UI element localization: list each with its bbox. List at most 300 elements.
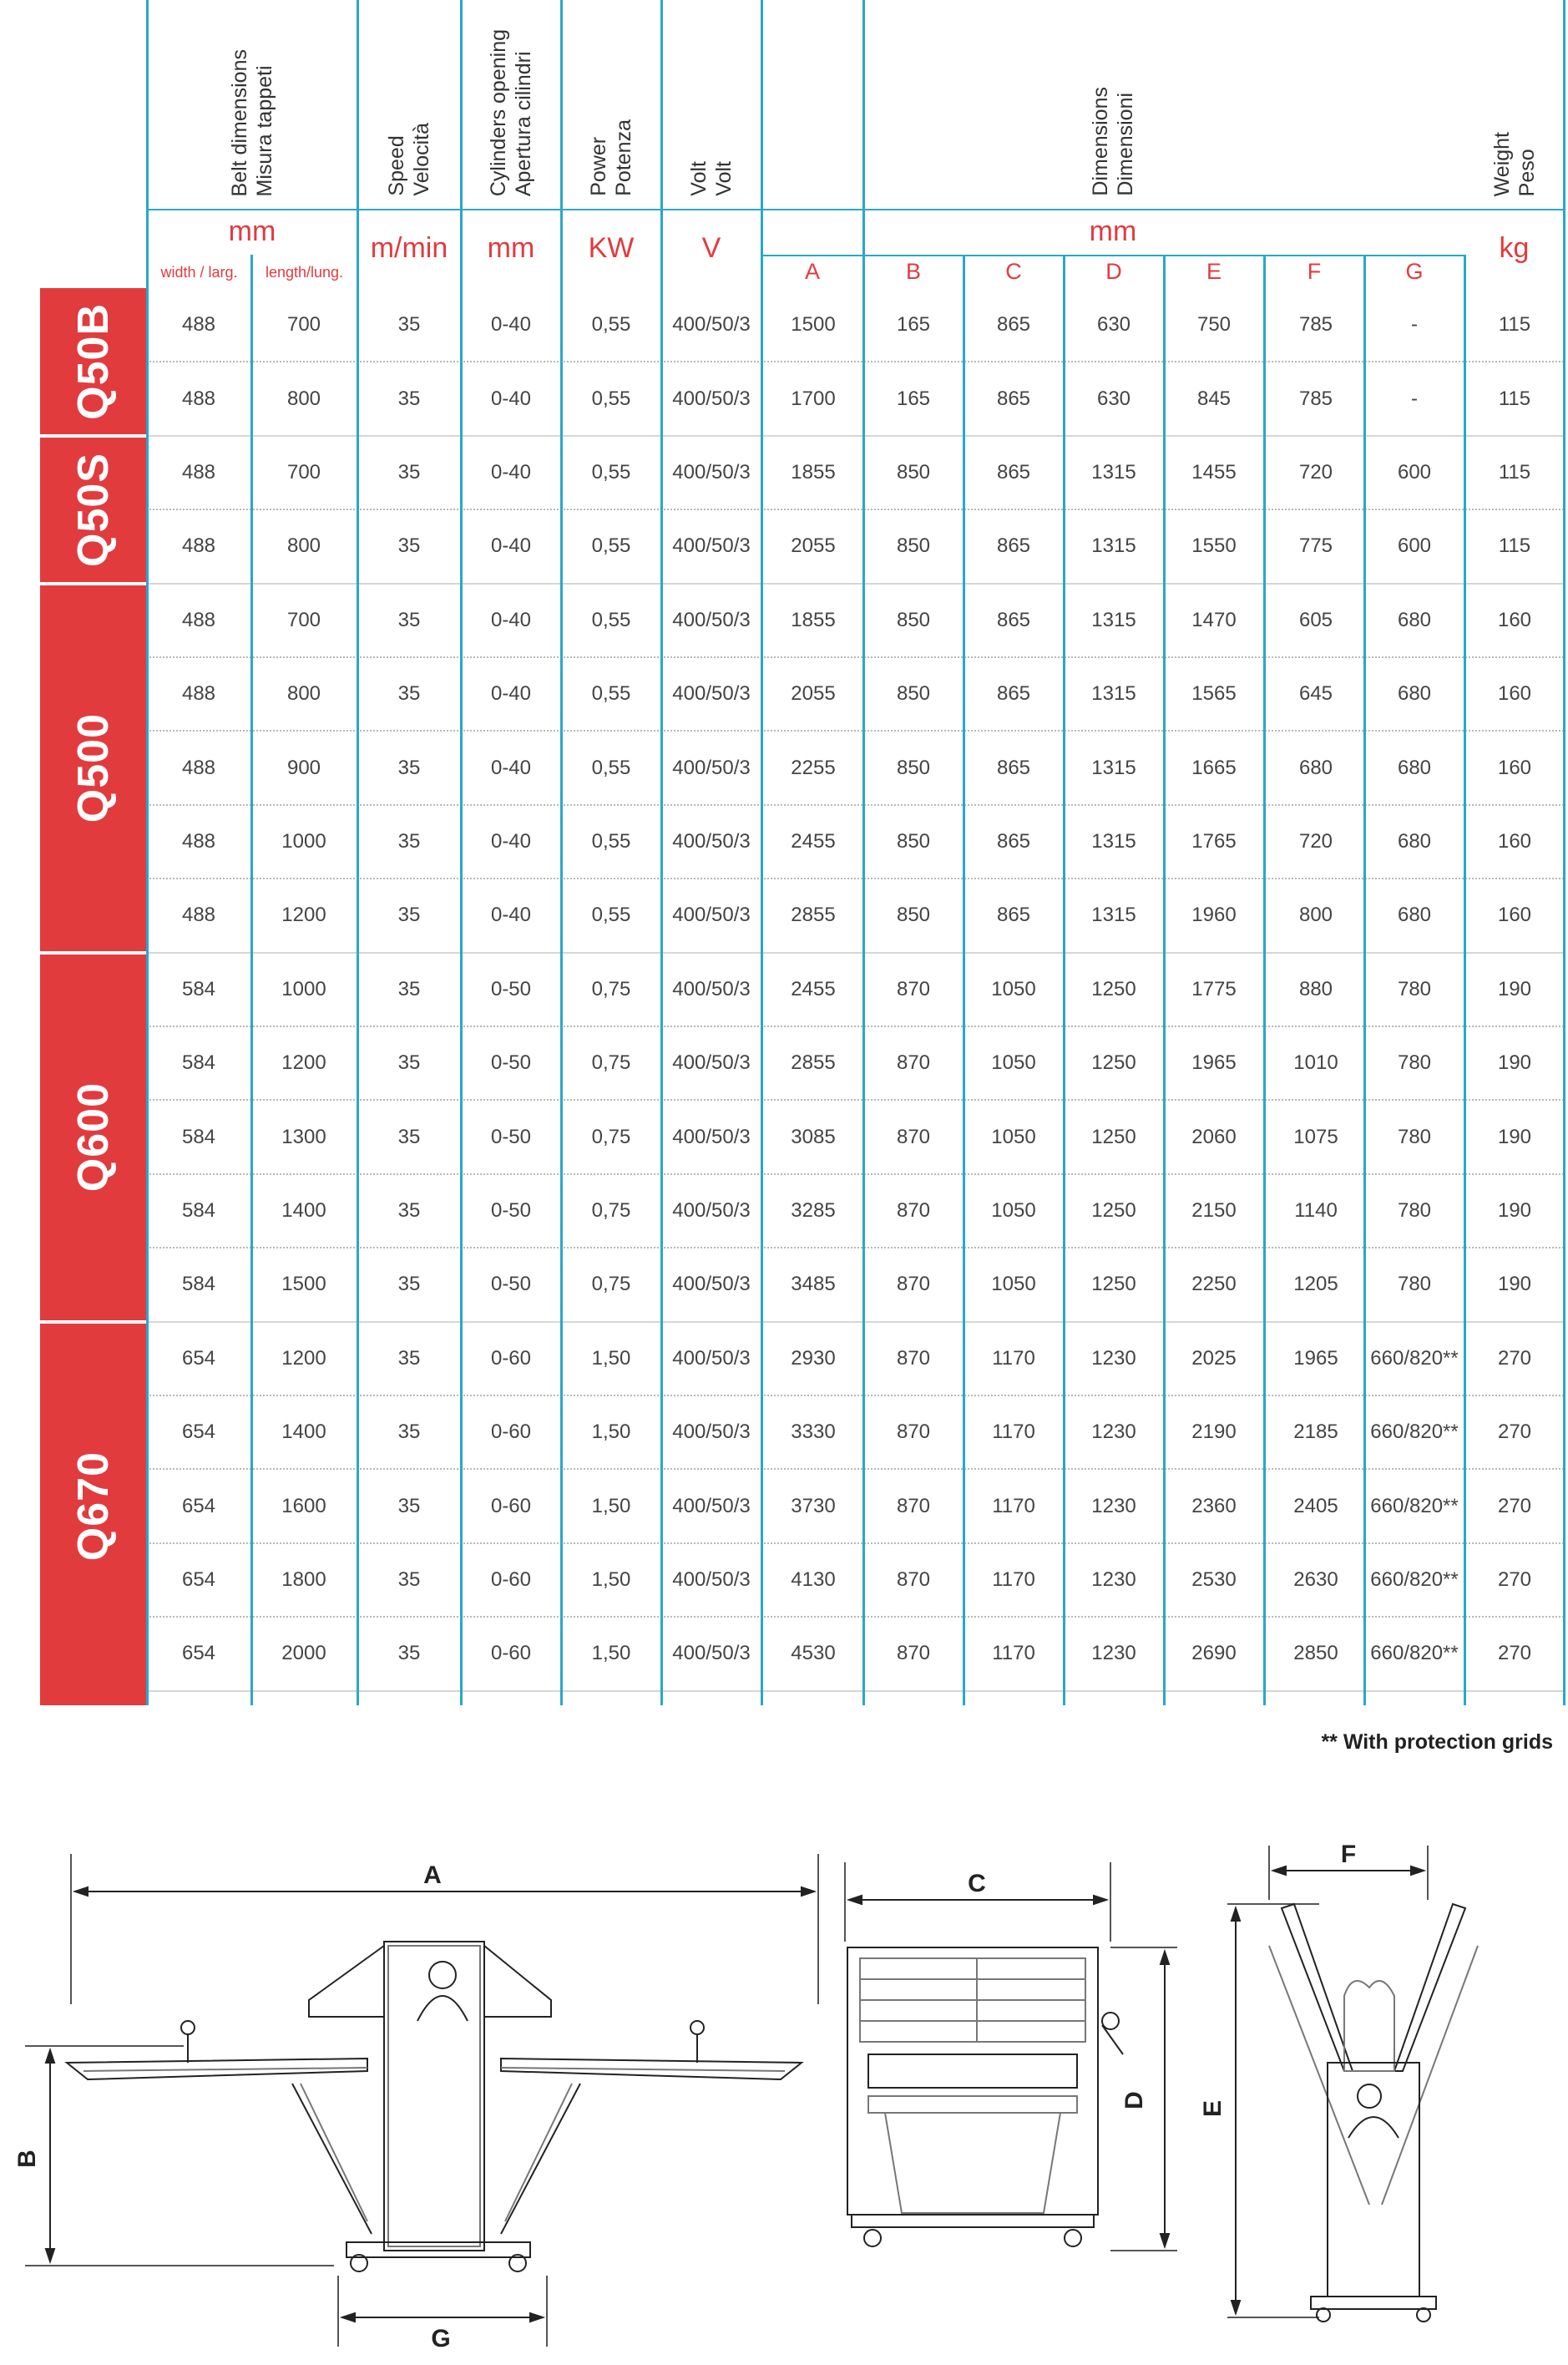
row-divider [147,730,1564,732]
table-cell: 35 [397,1568,421,1591]
table-cell: 720 [1298,461,1333,484]
table-cell: 488 [181,682,216,706]
table-cell: 400/50/3 [672,1051,751,1075]
table-cell: 270 [1497,1494,1532,1517]
table-cell: 660/820** [1370,1494,1459,1517]
table-cell: 2530 [1191,1568,1237,1591]
table-cell: 488 [181,830,216,853]
front-view-drawing [13,1821,843,2355]
table-cell: 584 [181,977,216,1000]
table-cell: 35 [397,756,421,779]
row-divider [147,656,1564,658]
table-cell: 35 [397,461,421,484]
table-cell: 880 [1298,977,1333,1000]
unit-speed: m/min [370,232,448,264]
table-cell: 2855 [791,1051,836,1075]
table-cell: 1050 [991,1199,1036,1222]
table-cell: 1315 [1091,682,1136,706]
table-cell: 2190 [1191,1421,1237,1444]
table-cell: 400/50/3 [672,461,751,484]
row-divider [147,1468,1564,1470]
model-label: Q670 [69,1451,118,1562]
table-cell: 35 [397,1273,421,1296]
table-cell: 1250 [1091,1125,1136,1148]
table-cell: 1170 [992,1642,1035,1665]
table-cell: 270 [1497,1568,1532,1591]
table-cell: 35 [397,1051,421,1075]
group-divider [147,435,1564,437]
table-cell: 584 [181,1273,216,1296]
table-cell: 400/50/3 [672,1568,751,1591]
table-cell: 2455 [791,977,836,1000]
table-cell: 600 [1397,534,1432,558]
table-cell: 1140 [1294,1199,1338,1222]
table-cell: 1500 [791,313,836,337]
table-cell: 160 [1497,608,1532,631]
dimension-letter-e: E [1206,259,1222,284]
table-cell: 4130 [791,1568,836,1591]
table-cell: 488 [181,387,216,410]
table-cell: 780 [1397,1051,1432,1075]
table-cell: 0,55 [591,682,631,706]
dimension-letter-a: A [804,259,820,284]
table-cell: 1200 [281,904,326,927]
table-cell: 35 [397,1494,421,1517]
table-cell: 645 [1298,682,1333,706]
table-cell: 35 [397,1199,421,1222]
group-divider [147,1321,1564,1323]
table-cell: 1250 [1091,1199,1136,1222]
label-f: F [1340,1841,1357,1868]
unit-belt-width: width / larg. [160,264,238,281]
table-cell: 780 [1397,977,1432,1000]
table-cell: 2060 [1191,1125,1237,1148]
table-cell: 1050 [991,1051,1036,1075]
table-cell: 660/820** [1370,1568,1459,1591]
header-power [561,17,661,196]
table-cell: 865 [996,830,1031,853]
table-cell: 0-60 [490,1346,532,1370]
table-cell: 2150 [1191,1199,1237,1222]
table-cell: 1230 [1091,1642,1136,1665]
table-cell: 2025 [1191,1346,1237,1370]
table-cell: 2455 [791,830,836,853]
grid-header-line [147,209,1564,210]
table-cell: 400/50/3 [672,1421,751,1444]
table-cell: 1700 [791,387,836,410]
table-cell: 870 [896,1421,931,1444]
table-cell: 270 [1497,1421,1532,1444]
table-cell: 900 [286,756,321,779]
table-cell: 1775 [1191,977,1237,1000]
footnote: ** With protection grids [1321,1730,1553,1754]
row-divider [147,878,1564,879]
table-cell: 165 [896,387,931,410]
table-cell: 165 [896,313,931,337]
header-dimensions [761,17,1464,196]
table-cell: 1170 [992,1421,1035,1444]
label-g: G [431,2325,451,2352]
table-cell: 1315 [1091,904,1136,927]
dimension-letter-b: B [905,259,921,284]
table-cell: 605 [1298,608,1333,631]
table-cell: 4530 [791,1642,836,1665]
model-label: Q600 [69,1081,118,1193]
grid-header-line [761,255,1464,256]
table-cell: 190 [1497,1273,1532,1296]
table-cell: 680 [1397,904,1432,927]
grid-column-line [1063,255,1065,1705]
table-cell: 0,55 [591,608,631,631]
table-cell: 865 [996,387,1031,410]
table-cell: 2630 [1293,1568,1338,1591]
table-cell: 680 [1397,756,1432,779]
grid-column-line [560,0,563,1705]
table-cell: 865 [996,682,1031,706]
table-cell: 1250 [1091,977,1136,1000]
row-divider [147,361,1564,362]
row-divider [147,1616,1564,1618]
table-cell: 1600 [281,1494,326,1517]
row-divider [147,1395,1564,1396]
table-cell: 1250 [1091,1051,1136,1075]
grid-column-line [660,0,663,1705]
table-cell: 2255 [791,756,836,779]
table-cell: 115 [1498,534,1531,558]
table-cell: 600 [1397,461,1432,484]
table-cell: 1855 [791,461,836,484]
table-cell: 35 [397,1125,421,1148]
label-d: D [1120,2091,1148,2109]
table-cell: 680 [1397,608,1432,631]
table-cell: 400/50/3 [672,534,751,558]
table-cell: 660/820** [1370,1421,1459,1444]
table-cell: 190 [1497,1125,1532,1148]
table-cell: 0-40 [490,904,532,927]
table-cell: 2690 [1191,1642,1237,1665]
table-cell: 870 [896,1568,931,1591]
table-cell: 1965 [1191,1051,1237,1075]
table-cell: 870 [896,1199,931,1222]
table-cell: 0-60 [490,1421,532,1444]
unit-belt-length: length/lung. [265,264,344,281]
table-cell: 870 [896,1051,931,1075]
table-cell: 0-50 [490,1199,532,1222]
table-cell: 160 [1497,756,1532,779]
model-label: Q500 [69,712,118,823]
table-cell: 3730 [791,1494,836,1517]
table-cell: 1075 [1293,1125,1338,1148]
header-weight [1464,17,1564,196]
grid-column-line [250,255,253,1705]
table-cell: 584 [181,1125,216,1148]
table-cell: 800 [1298,904,1333,927]
table-cell: 865 [996,461,1031,484]
table-cell: 0-50 [490,1125,532,1148]
table-cell: 2055 [791,534,836,558]
table-cell: 0-40 [490,313,532,337]
table-cell: 850 [896,682,931,706]
table-cell: 400/50/3 [672,1642,751,1665]
table-cell: 584 [181,1199,216,1222]
table-cell: 654 [181,1494,216,1517]
group-divider [147,1690,1564,1692]
table-cell: 654 [181,1421,216,1444]
table-cell: 1965 [1293,1346,1338,1370]
unit-weight: kg [1499,232,1530,264]
table-cell: 0,55 [591,387,631,410]
table-cell: 865 [996,313,1031,337]
table-cell: 0,55 [591,756,631,779]
table-cell: 35 [397,1346,421,1370]
unit-belt: mm [228,215,276,247]
table-cell: 488 [181,608,216,631]
table-cell: 0,55 [591,534,631,558]
table-cell: 400/50/3 [672,682,751,706]
table-cell: 1315 [1091,830,1136,853]
table-cell: 800 [286,682,321,706]
table-cell: 488 [181,461,216,484]
dimension-letter-c: C [1005,259,1022,284]
table-cell: 1050 [991,977,1036,1000]
table-cell: 1300 [281,1125,326,1148]
grid-column-line [357,0,359,1705]
table-cell: 0-40 [490,387,532,410]
table-cell: 870 [896,1642,931,1665]
table-cell: 35 [397,313,421,337]
table-cell: 865 [996,904,1031,927]
table-cell: 2000 [281,1642,326,1665]
table-cell: 35 [397,977,421,1000]
row-divider [147,509,1564,510]
table-cell: 0,75 [591,1125,631,1148]
table-cell: 0-50 [490,1273,532,1296]
label-e: E [1199,2099,1227,2118]
group-divider [147,952,1564,954]
table-cell: 800 [286,534,321,558]
row-divider [147,1542,1564,1544]
header-dimensions-text: Dimensions Dimensioni [1089,87,1137,196]
table-cell: 115 [1498,387,1531,410]
grid-column-line [1263,255,1266,1705]
table-cell: 400/50/3 [672,313,751,337]
table-cell: 1170 [992,1494,1035,1517]
table-cell: 1800 [281,1568,326,1591]
table-cell: 400/50/3 [672,1346,751,1370]
table-cell: 1400 [281,1199,326,1222]
table-cell: 1960 [1191,904,1237,927]
label-a: A [423,1861,442,1889]
table-cell: 870 [896,977,931,1000]
table-cell: 660/820** [1370,1346,1459,1370]
table-cell: 270 [1497,1642,1532,1665]
dimension-letter-d: D [1105,259,1122,284]
grid-column-line [1363,255,1366,1705]
table-cell: - [1411,387,1418,410]
header-cylinders [461,17,561,196]
table-cell: 1315 [1091,461,1136,484]
table-cell: 35 [397,830,421,853]
table-cell: 1250 [1091,1273,1136,1296]
table-cell: 1315 [1091,608,1136,631]
table-cell: 0-40 [490,534,532,558]
table-cell: 190 [1497,977,1532,1000]
table-cell: 3485 [791,1273,836,1296]
table-cell: 1,50 [591,1568,631,1591]
row-divider [147,1099,1564,1101]
table-cell: 800 [286,387,321,410]
header-belt-text: Belt dimensions Misura tappeti [228,48,276,196]
table-cell: 115 [1498,313,1531,337]
header-volt [661,17,761,196]
table-cell: 0-40 [490,830,532,853]
table-cell: 850 [896,904,931,927]
table-cell: 1000 [281,830,326,853]
table-cell: 680 [1397,830,1432,853]
table-cell: 870 [896,1346,931,1370]
table-cell: 1,50 [591,1642,631,1665]
table-cell: 2185 [1293,1421,1338,1444]
table-cell: 1565 [1191,682,1237,706]
header-speed [357,17,461,196]
table-cell: 190 [1497,1051,1532,1075]
table-cell: 780 [1397,1199,1432,1222]
table-cell: 3285 [791,1199,836,1222]
group-divider [147,583,1564,585]
row-divider [147,1026,1564,1027]
table-cell: 0-60 [490,1568,532,1591]
table-cell: 488 [181,904,216,927]
table-cell: 0-60 [490,1494,532,1517]
table-cell: 1050 [991,1273,1036,1296]
table-cell: 400/50/3 [672,1494,751,1517]
grid-column-line [1163,255,1166,1705]
table-cell: 488 [181,313,216,337]
table-cell: 1170 [992,1346,1035,1370]
table-cell: 785 [1298,313,1333,337]
table-cell: 1315 [1091,756,1136,779]
side-view-drawing [835,1846,1186,2280]
table-cell: 0-40 [490,756,532,779]
table-cell: 0-40 [490,608,532,631]
header-cylinders-text: Cylinders opening Apertura cilindri [487,28,535,196]
unit-dimensions: mm [1089,215,1137,247]
table-cell: 1665 [1191,756,1237,779]
table-cell: 700 [286,461,321,484]
table-cell: 2930 [791,1346,836,1370]
header-volt-text: Volt Volt [687,161,736,196]
table-cell: 0,55 [591,313,631,337]
table-cell: 0,75 [591,1199,631,1222]
table-cell: 400/50/3 [672,387,751,410]
table-cell: 400/50/3 [672,904,751,927]
table-cell: 865 [996,608,1031,631]
header-weight-text: Weight Peso [1490,131,1539,196]
model-label: Q50B [69,303,118,421]
table-cell: 2055 [791,682,836,706]
table-cell: 780 [1397,1125,1432,1148]
table-cell: 1,50 [591,1421,631,1444]
header-speed-text: Speed Velocità [385,123,433,196]
table-cell: 584 [181,1051,216,1075]
table-cell: 1315 [1091,534,1136,558]
folded-view-drawing [1199,1821,1561,2355]
table-cell: 850 [896,534,931,558]
table-cell: 1230 [1091,1421,1136,1444]
table-cell: 35 [397,1421,421,1444]
table-cell: 1,50 [591,1494,631,1517]
table-cell: 488 [181,756,216,779]
table-cell: 750 [1196,313,1232,337]
table-cell: 1855 [791,608,836,631]
table-cell: 660/820** [1370,1642,1459,1665]
table-cell: 160 [1497,904,1532,927]
table-cell: 850 [896,461,931,484]
table-cell: 2360 [1191,1494,1237,1517]
table-cell: 2855 [791,904,836,927]
model-label: Q50S [69,452,118,567]
table-cell: 0,55 [591,830,631,853]
table-cell: 700 [286,313,321,337]
table-cell: 160 [1497,682,1532,706]
table-cell: 1230 [1091,1346,1136,1370]
table-cell: 35 [397,534,421,558]
table-cell: 160 [1497,830,1532,853]
table-cell: 1205 [1293,1273,1338,1296]
table-cell: 400/50/3 [672,608,751,631]
row-divider [147,1247,1564,1248]
dimension-letter-f: F [1307,259,1322,284]
table-cell: 865 [996,534,1031,558]
table-cell: 680 [1298,756,1333,779]
table-cell: 870 [896,1273,931,1296]
table-cell: 870 [896,1494,931,1517]
grid-column-line [1563,0,1565,1705]
table-cell: 35 [397,1642,421,1665]
table-cell: 0,75 [591,1273,631,1296]
table-cell: 865 [996,756,1031,779]
table-cell: 2850 [1293,1642,1338,1665]
table-cell: 1010 [1293,1051,1338,1075]
table-cell: 870 [896,1125,931,1148]
table-cell: 775 [1298,534,1333,558]
table-cell: 850 [896,608,931,631]
unit-volt: V [701,232,721,264]
table-cell: 680 [1397,682,1432,706]
table-cell: 400/50/3 [672,1199,751,1222]
table-cell: 1500 [281,1273,326,1296]
table-cell: 1,50 [591,1346,631,1370]
table-cell: 1455 [1191,461,1237,484]
table-cell: 0-40 [490,682,532,706]
table-cell: 0-40 [490,461,532,484]
table-cell: 1470 [1191,608,1237,631]
table-cell: 0,75 [591,1051,631,1075]
unit-power: KW [588,232,635,264]
table-cell: 270 [1497,1346,1532,1370]
row-divider [147,1173,1564,1175]
table-cell: 1230 [1091,1568,1136,1591]
header-belt-dimensions [147,17,357,196]
table-cell: 850 [896,756,931,779]
table-cell: 1230 [1091,1494,1136,1517]
table-cell: 845 [1196,387,1232,410]
table-cell: 190 [1497,1199,1532,1222]
table-cell: 0,55 [591,904,631,927]
table-cell: 3330 [791,1421,836,1444]
table-cell: 35 [397,387,421,410]
table-cell: 0,75 [591,977,631,1000]
